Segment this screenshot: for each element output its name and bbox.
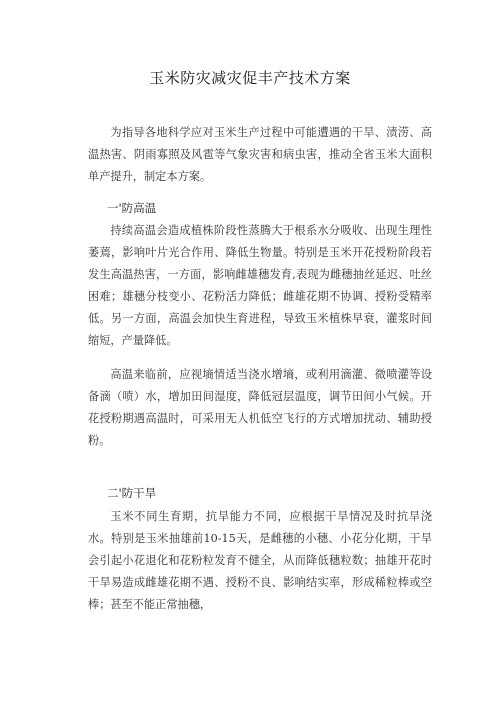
section-heading-drought: 二'防干旱	[107, 486, 157, 500]
document-title: 玉米防灾减灾促丰产技术方案	[149, 69, 351, 87]
section-2-paragraph-1: 玉米不同生育期，抗旱能力不同，应根据干旱情况及时抗旱浇水。特别是玉米抽雄前10-15天，是雌穗的小穗、小花分化期，干旱会引起小花退化和花粉粒发育不健全，从而降低穗粒数；抽雄开花时干旱易造成雌雄花期不遇、授粉不良、影响结实率，形成稀粒棒或空棒；甚至不能正常抽穗，	[88, 510, 432, 611]
section-1-paragraph-2: 高温来临前，应视墒情适当浇水增墒，或利用滴灌、微喷灌等设备滴（喷）水，增加田间湿度，降低冠层温度，调节田间小气候。开花授粉期遇高温时，可采用无人机低空飞行的方式增加扰动、辅助授粉。	[88, 368, 432, 447]
section-1-paragraph-1: 持续高温会造成植株阶段性蒸腾大于根系水分吸收、出现生理性萎蔫，影响叶片光合作用、降低生物量。特别是玉米开花授粉阶段若发生高温热害，一方面，影响雌雄穗发育,表现为雌穗抽丝延迟、吐丝困难；雄穗分枝变小、花粉活力降低；雌雄花期不协调、授粉受精率低。另一方面，高温会加快生育进程，导致玉米植株早衰，灌浆时间缩短，产量降低。	[88, 224, 432, 347]
intro-paragraph: 为指导各地科学应对玉米生产过程中可能遭遇的干旱、渍涝、高温热害、阴雨寡照及风雹等气象灾害和病虫害，推动全省玉米大面积单产提升，制定本方案。	[88, 126, 432, 183]
section-heading-high-temperature: 一'防高温	[107, 201, 157, 215]
